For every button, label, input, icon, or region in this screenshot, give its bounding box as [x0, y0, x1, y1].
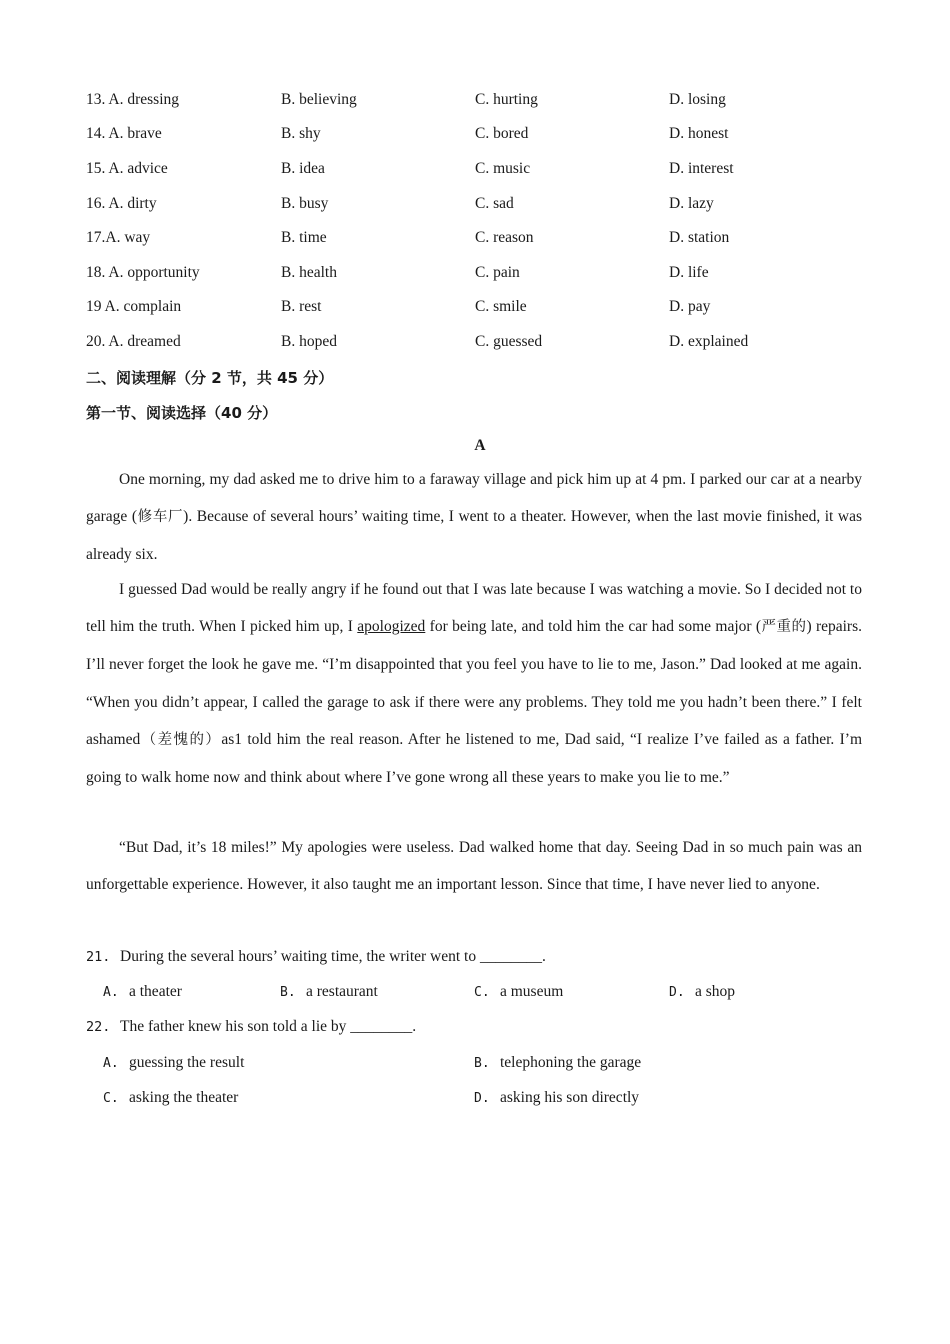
option-c: C. hurting — [475, 91, 538, 108]
option-text: guessing the result — [129, 1054, 245, 1071]
option-text: asking the theater — [129, 1089, 239, 1106]
option-b: B. health — [281, 264, 337, 281]
section-heading: 二、阅读理解（分 2 节，共 45 分） — [86, 369, 334, 387]
answer-option — [280, 983, 378, 1001]
cloze-option-row — [86, 264, 886, 288]
option-letter: D. — [474, 1091, 490, 1106]
answer-option — [103, 1089, 238, 1107]
answer-option — [103, 983, 182, 1001]
option-c: C. bored — [475, 125, 529, 142]
option-b: B. hoped — [281, 333, 337, 350]
option-text: asking his son directly — [500, 1089, 640, 1106]
option-letter: C. — [103, 1091, 119, 1106]
subsection-heading: 第一节、阅读选择（40 分） — [86, 404, 278, 422]
option-c: C. pain — [475, 264, 520, 281]
cloze-option-row — [86, 125, 886, 149]
question-22 — [86, 1018, 416, 1036]
option-c: C. smile — [475, 298, 527, 315]
option-d: D. interest — [669, 160, 734, 177]
option-letter: A. — [103, 1056, 119, 1071]
option-text: a shop — [695, 983, 736, 1000]
passage-title: A — [474, 437, 486, 454]
answer-option — [474, 983, 563, 1001]
answer-option — [103, 1054, 244, 1072]
passage-text: as1 told him the real reason. After he listened to me, Dad said, “I realize I’ve failed as a father. I’m going to walk home now and think about where I’ve gone wrong all these years to make you lie to me.” — [86, 730, 862, 787]
answer-option — [474, 1089, 639, 1107]
option-d: D. life — [669, 264, 709, 281]
option-b: B. idea — [281, 160, 325, 177]
cloze-option-row — [86, 298, 886, 322]
option-c: C. music — [475, 160, 531, 177]
passage-text: “But Dad, it’s 18 miles!” My apologies were useless. Dad walked home that day. Seeing Dad in so much pain was an unforgettable experience. However, it also taught me an important lesson. Since that time, I have never lied to anyone. — [86, 839, 862, 894]
option-a: 15. A. advice — [86, 160, 168, 177]
option-a: 17.A. way — [86, 229, 151, 246]
option-letter: D. — [669, 985, 685, 1000]
cloze-option-row — [86, 91, 886, 115]
underlined-word: apologized — [357, 618, 426, 636]
option-b: B. shy — [281, 125, 321, 142]
passage-text: One morning, my dad asked me to drive him to a faraway village and pick him up at 4 pm. I parked our car at a nearby garage ( — [86, 471, 862, 526]
option-a: 20. A. dreamed — [86, 333, 181, 350]
answer-option — [669, 983, 735, 1001]
cloze-option-row — [86, 160, 886, 184]
question-21 — [86, 948, 546, 966]
option-a: 14. A. brave — [86, 125, 162, 142]
question-stem: The father knew his son told a lie by ________. — [120, 1018, 417, 1035]
option-text: telephoning the garage — [500, 1054, 642, 1071]
option-letter: B. — [474, 1056, 490, 1071]
option-d: D. lazy — [669, 195, 714, 212]
option-c: C. guessed — [475, 333, 543, 350]
passage-text: for being late, and told him the car had some major ( — [425, 618, 762, 636]
passage-text: ) repairs. I’ll never forget the look he gave me. “I’m disappointed that you feel you have to lie to me, Jason.” Dad looked at me again. “When you didn’t appear, I called the garage to ask if there were any problems. They told me you hadn’t been there.” I felt ashamed — [86, 618, 862, 748]
question-stem: During the several hours’ waiting time, the writer went to ________. — [120, 948, 546, 965]
option-text: a museum — [500, 983, 564, 1000]
option-b: B. time — [281, 229, 327, 246]
option-c: C. reason — [475, 229, 534, 246]
option-c: C. sad — [475, 195, 514, 212]
option-text: a theater — [129, 983, 182, 1000]
cloze-option-row — [86, 195, 886, 219]
option-a: 13. A. dressing — [86, 91, 179, 108]
option-a: 16. A. dirty — [86, 195, 157, 212]
option-b: B. busy — [281, 195, 329, 212]
option-a: 18. A. opportunity — [86, 264, 200, 281]
option-d: D. losing — [669, 91, 726, 108]
option-b: B. believing — [281, 91, 357, 108]
passage-text: I guessed Dad would be really angry if he found out that I was late because I was watching a movie. So I decided not to tell him the truth. When I picked him up, I — [86, 581, 862, 636]
passage-text: ). Because of several hours’ waiting time, I went to a theater. However, when the last movie finished, it was already six. — [86, 508, 862, 564]
cloze-option-row — [86, 229, 886, 253]
option-text: a restaurant — [306, 983, 378, 1000]
option-letter: B. — [280, 985, 296, 1000]
chinese-gloss: 严重的 — [761, 619, 807, 636]
chinese-gloss: 修车厂 — [137, 509, 184, 526]
option-d: D. honest — [669, 125, 729, 142]
answer-option — [474, 1054, 641, 1072]
option-d: D. explained — [669, 333, 749, 350]
option-d: D. pay — [669, 298, 711, 315]
question-number: 22. — [86, 1019, 111, 1035]
chinese-gloss: （差愧的） — [140, 731, 222, 748]
passage-paragraph-2 — [86, 571, 862, 796]
question-number: 21. — [86, 949, 111, 965]
passage-paragraph-1 — [86, 461, 862, 574]
option-a: 19 A. complain — [86, 298, 182, 315]
passage-paragraph-3 — [86, 829, 862, 903]
option-letter: C. — [474, 985, 490, 1000]
cloze-option-row — [86, 333, 886, 357]
option-letter: A. — [103, 985, 119, 1000]
option-b: B. rest — [281, 298, 322, 315]
option-d: D. station — [669, 229, 730, 246]
